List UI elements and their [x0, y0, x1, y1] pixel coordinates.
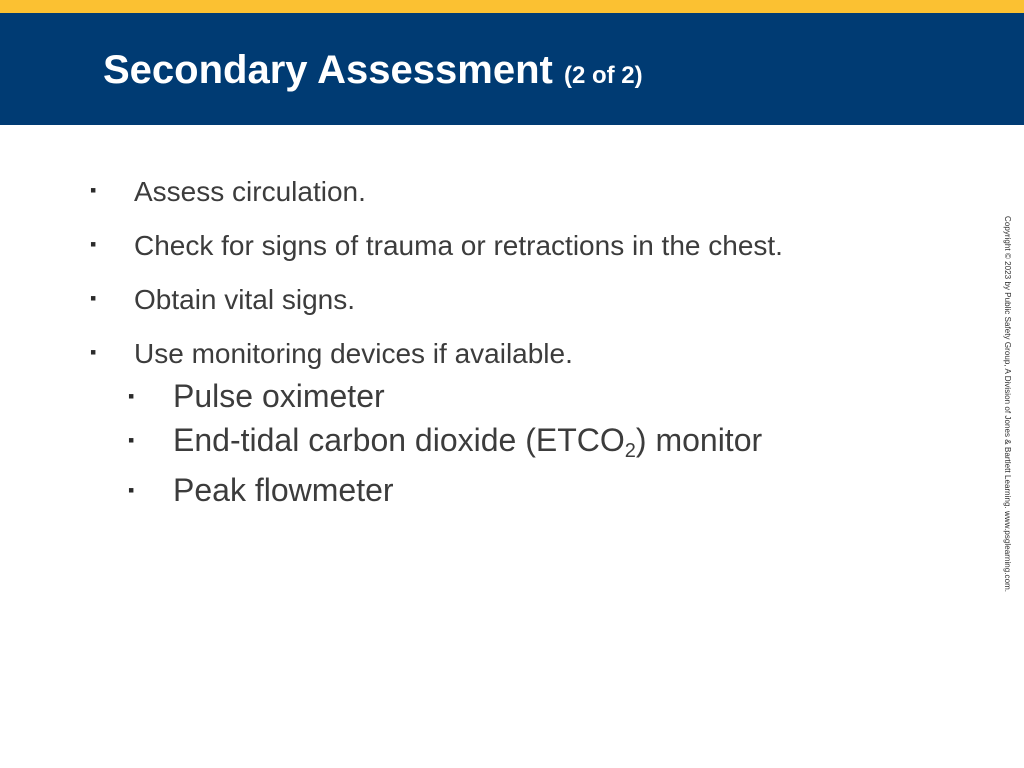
etco2-text-after: ) monitor [635, 422, 763, 458]
title-main: Secondary Assessment [103, 48, 553, 92]
square-bullet-icon: ▪ [90, 288, 97, 308]
bullet-text: Use monitoring devices if available. [134, 338, 573, 369]
square-bullet-icon: ▪ [90, 234, 97, 254]
square-bullet-icon: ▪ [128, 480, 135, 500]
sub-bullet-text [173, 421, 763, 462]
square-bullet-icon: ▪ [90, 180, 97, 200]
sub-bullet-text: Peak flowmeter [173, 472, 394, 508]
copyright-notice: Copyright © 2023 by Public Safety Group, A Division of Jones & Bartlett Learning. www.psglearning.com. [1003, 216, 1012, 593]
square-bullet-icon: ▪ [128, 386, 135, 406]
title-part-indicator: (2 of 2) [563, 62, 643, 89]
bullet-text: Check for signs of trauma or retractions in the chest. [134, 230, 783, 261]
sub-bullet-text: Pulse oximeter [173, 378, 385, 414]
etco2-text-before: End-tidal carbon dioxide (ETCO [173, 422, 625, 458]
bullet-text: Obtain vital signs. [134, 284, 355, 315]
square-bullet-icon: ▪ [90, 342, 97, 362]
bullet-text: Assess circulation. [134, 176, 366, 207]
etco2-subscript: 2 [624, 440, 636, 462]
square-bullet-icon: ▪ [128, 430, 135, 450]
